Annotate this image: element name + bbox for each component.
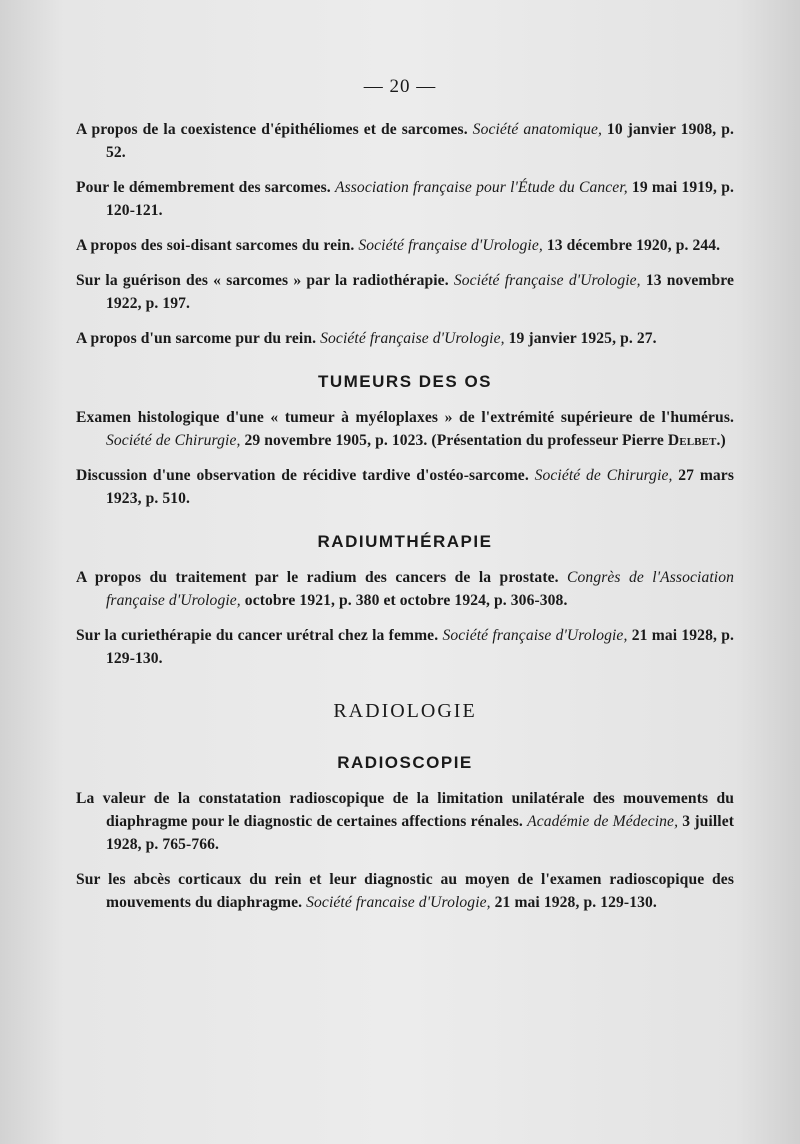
bibliography-entry: Pour le démembrement des sarcomes. Association française pour l'Étude du Cancer, 19 mai 1919, p. 120-121.: [76, 179, 734, 219]
section-title-radiumtherapie: RADIUMTHÉRAPIE: [317, 532, 493, 551]
page-number: — 20 —: [363, 76, 437, 97]
bibliography-entry: Examen histologique d'une « tumeur à myéloplaxes » de l'extrémité supérieure de l'humérus. Société de Chirurgie, 29 novembre 1905, p. 1023. (Présentation du professeur Pierre Delbet.): [76, 409, 734, 449]
section-title-radiologie: RADIOLOGIE: [333, 700, 477, 722]
sarcomes-list: [76, 118, 734, 350]
section-title-radioscopie: RADIOSCOPIE: [337, 753, 473, 772]
bibliography-entry: A propos de la coexistence d'épithéliomes et de sarcomes. Société anatomique, 10 janvier 1908, p. 52.: [76, 121, 734, 161]
bibliography-entry: Discussion d'une observation de récidive tardive d'ostéo-sarcome. Société de Chirurgie, 27 mars 1923, p. 510.: [76, 467, 734, 507]
section-title-tumeurs-des-os: TUMEURS DES OS: [317, 372, 493, 391]
bibliography-entry: Sur la curiethérapie du cancer urétral chez la femme. Société française d'Urologie, 21 mai 1928, p. 129-130.: [76, 627, 734, 667]
bibliography-entry: Sur la guérison des « sarcomes » par la radiothérapie. Société française d'Urologie, 13 novembre 1922, p. 197.: [76, 272, 734, 312]
bibliography-entry: A propos d'un sarcome pur du rein. Société française d'Urologie, 19 janvier 1925, p. 27.: [76, 330, 657, 347]
bibliography-entry: Sur les abcès corticaux du rein et leur diagnostic au moyen de l'examen radioscopique des mouvements du diaphragme. Société francaise d'Urologie, 21 mai 1928, p. 129-130.: [76, 871, 734, 911]
bibliography-content: [76, 118, 734, 926]
bibliography-entry: A propos du traitement par le radium des cancers de la prostate. Congrès de l'Association française d'Urologie, octobre 1921, p. 380 et octobre 1924, p. 306-308.: [76, 569, 735, 609]
bibliography-entry: La valeur de la constatation radioscopique de la limitation unilatérale des mouvements du diaphragme pour le diagnostic de certaines affections rénales. Académie de Médecine, 3 juillet 1928, p. 765-766.: [76, 790, 735, 853]
bibliography-entry: A propos des soi-disant sarcomes du rein. Société française d'Urologie, 13 décembre 1920, p. 244.: [76, 237, 721, 254]
